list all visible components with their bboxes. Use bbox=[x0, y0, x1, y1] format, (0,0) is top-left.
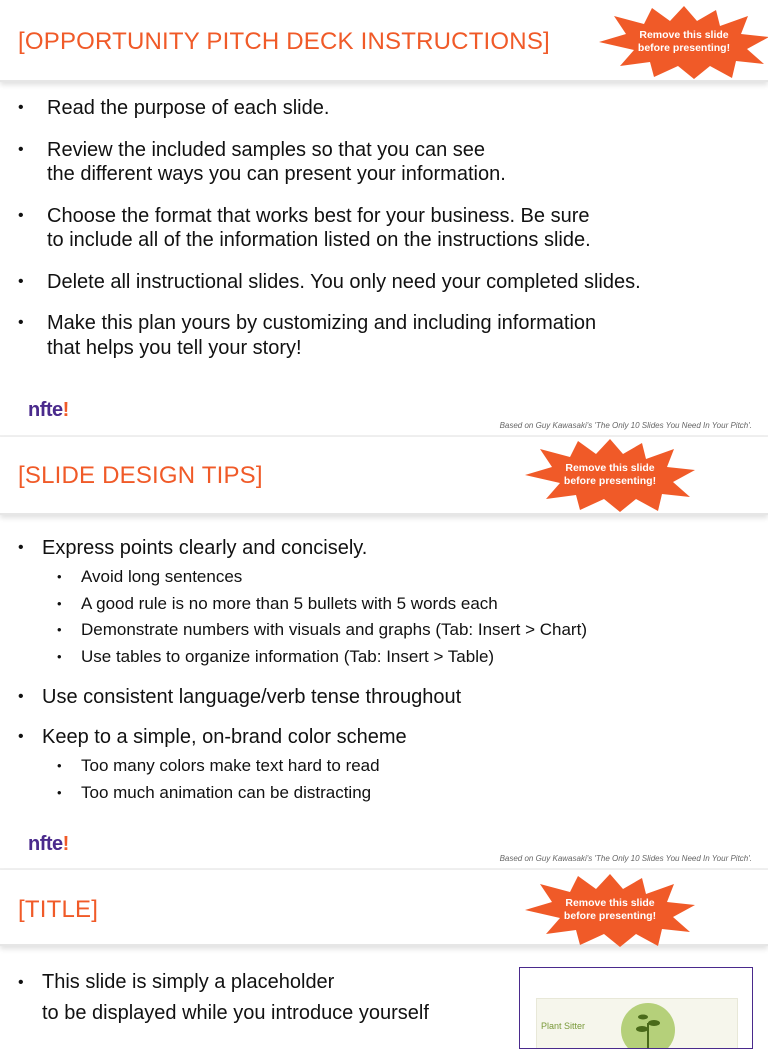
bullet-line: that helps you tell your story! bbox=[47, 336, 302, 359]
bullet-item bbox=[18, 311, 758, 360]
bullet-item bbox=[18, 96, 758, 121]
credit-note: Based on Guy Kawasaki's 'The Only 10 Slides You Need In Your Pitch'. bbox=[499, 421, 752, 430]
bullet-text: Express points clearly and concisely. bbox=[42, 537, 368, 559]
burst-line-2: before presenting! bbox=[637, 42, 731, 54]
burst-line-1: Remove this slide bbox=[565, 462, 655, 474]
bullet-item bbox=[18, 138, 758, 187]
plant-icon bbox=[621, 1003, 675, 1049]
bullet-line: the different ways you can present your information. bbox=[47, 163, 506, 185]
sub-bullet-item: • Demonstrate numbers with visuals and graphs (Tab: Insert > Chart) bbox=[42, 617, 758, 644]
bullet-line: Review the included samples so that you can see bbox=[47, 138, 486, 161]
bullet-list bbox=[18, 535, 758, 820]
burst-line-1: Remove this slide bbox=[639, 29, 729, 41]
burst-line-1: Remove this slide bbox=[565, 897, 655, 909]
bullet-line: to be displayed while you introduce yourself bbox=[42, 1002, 429, 1024]
bullet-item bbox=[18, 724, 758, 806]
slide-instructions bbox=[0, 0, 768, 437]
bullet-item bbox=[18, 967, 498, 1029]
bullet-item bbox=[18, 535, 758, 670]
bullet-item bbox=[18, 204, 758, 253]
sub-bullet-item: • A good rule is no more than 5 bullets with 5 words each bbox=[42, 591, 758, 618]
bullet-list bbox=[18, 96, 758, 377]
sub-bullet-item: • Too many colors make text hard to read bbox=[42, 753, 758, 780]
slide-title: [SLIDE DESIGN TIPS] bbox=[18, 462, 263, 489]
nfte-logo: nfte! bbox=[28, 399, 69, 421]
bullet-line: to include all of the information listed on the instructions slide. bbox=[47, 229, 591, 251]
slide-design-tips bbox=[0, 437, 768, 870]
burst-line-2: before presenting! bbox=[563, 475, 657, 487]
remove-slide-burst bbox=[522, 437, 698, 513]
burst-line-2: before presenting! bbox=[563, 910, 657, 922]
bullet-line: Choose the format that works best for your business. Be sure bbox=[47, 204, 590, 227]
remove-slide-burst bbox=[522, 872, 698, 948]
bullet-item bbox=[18, 270, 758, 295]
sub-bullet-item: • Use tables to organize information (Tab: Insert > Table) bbox=[42, 644, 758, 671]
remove-slide-burst bbox=[596, 4, 768, 80]
sub-bullet-list bbox=[42, 564, 758, 670]
bullet-line: Make this plan yours by customizing and including information bbox=[47, 312, 597, 334]
slide-title: [TITLE] bbox=[18, 896, 99, 923]
bullet-line: Read the purpose of each slide. bbox=[47, 97, 330, 119]
slide-title-placeholder bbox=[0, 870, 768, 1031]
bullet-item bbox=[18, 684, 758, 710]
sub-bullet-item: • Too much animation can be distracting bbox=[42, 780, 758, 807]
bullet-list bbox=[18, 967, 498, 1043]
sub-bullet-list bbox=[42, 753, 758, 806]
bullet-text: Keep to a simple, on-brand color scheme bbox=[42, 726, 407, 748]
thumbnail-label: Plant Sitter bbox=[541, 1021, 586, 1031]
slide-thumbnail bbox=[519, 967, 753, 1049]
credit-note: Based on Guy Kawasaki's 'The Only 10 Slides You Need In Your Pitch'. bbox=[499, 854, 752, 863]
slide-title: [OPPORTUNITY PITCH DECK INSTRUCTIONS] bbox=[18, 28, 550, 55]
bullet-line: This slide is simply a placeholder bbox=[42, 971, 335, 993]
nfte-logo: nfte! bbox=[28, 833, 69, 855]
bullet-line: Delete all instructional slides. You only need your completed slides. bbox=[47, 270, 641, 293]
bullet-text: Use consistent language/verb tense throughout bbox=[42, 686, 462, 708]
sub-bullet-item: • Avoid long sentences bbox=[42, 564, 758, 591]
